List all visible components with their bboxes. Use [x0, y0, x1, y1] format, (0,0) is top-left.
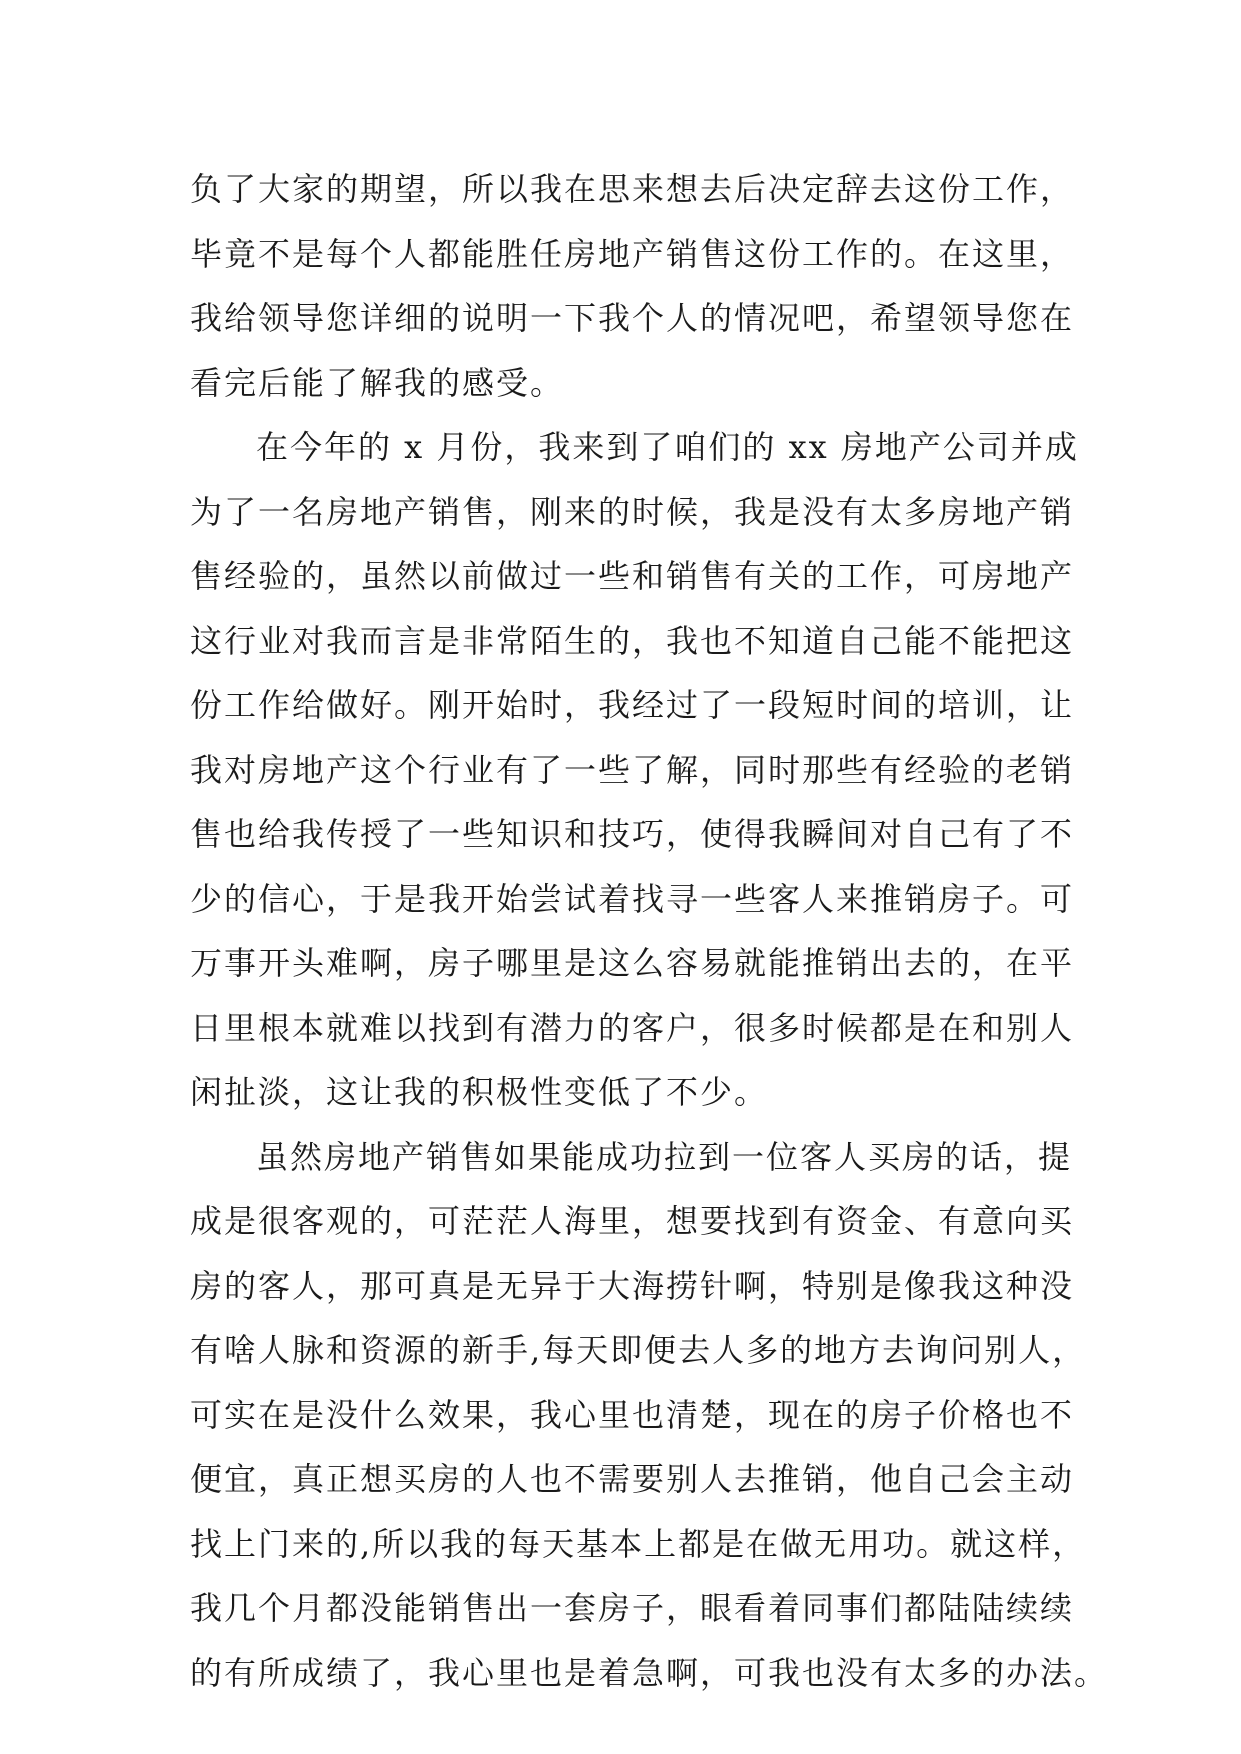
text-line: 我几个月都没能销售出一套房子，眼看着同事们都陆陆续续 [190, 1589, 1075, 1627]
text-line: 房的客人，那可真是无异于大海捞针啊，特别是像我这种没 [190, 1266, 1075, 1305]
text-line: 毕竟不是每个人都能胜任房地产销售这份工作的。在这里， [190, 234, 1075, 273]
text-line: 虽然房地产销售如果能成功拉到一位客人买房的话，提 [256, 1137, 1073, 1176]
text-line: 看完后能了解我的感受。 [190, 363, 565, 402]
text-line: 万事开头难啊，房子哪里是这么容易就能推销出去的，在平 [190, 944, 1075, 982]
text-line: 找上门来的,所以我的每天基本上都是在做无用功。就这样， [190, 1524, 1087, 1563]
text-line: 售也给我传授了一些知识和技巧，使得我瞬间对自己有了不 [190, 815, 1075, 853]
text-line: 成是很客观的，可茫茫人海里，想要找到有资金、有意向买 [190, 1202, 1075, 1240]
paragraph [190, 1125, 1109, 1706]
text-line: 我对房地产这个行业有了一些了解，同时那些有经验的老销 [190, 750, 1075, 789]
text-line: 我给领导您详细的说明一下我个人的情况吧，希望领导您在 [190, 299, 1075, 337]
text-line: 闲扯淡，这让我的积极性变低了不少。 [190, 1073, 769, 1111]
text-line: 为了一名房地产销售，刚来的时候，我是没有太多房地产销 [190, 492, 1075, 531]
text-line: 售经验的，虽然以前做过一些和销售有关的工作，可房地产 [190, 557, 1075, 595]
text-line: 这行业对我而言是非常陌生的，我也不知道自己能不能把这 [190, 621, 1075, 660]
text-line: 负了大家的期望，所以我在思来想去后决定辞去这份工作， [190, 170, 1075, 208]
text-line: 的有所成绩了，我心里也是着急啊，可我也没有太多的办法。 [190, 1653, 1109, 1692]
document-body [190, 157, 1109, 1705]
paragraph [190, 415, 1079, 1125]
text-line: 少的信心，于是我开始尝试着找寻一些客人来推销房子。可 [190, 879, 1075, 918]
text-line: 日里根本就难以找到有潜力的客户，很多时候都是在和别人 [190, 1008, 1075, 1047]
text-line: 在今年的 x 月份，我来到了咱们的 xx 房地产公司并成 [256, 428, 1079, 466]
text-line: 有啥人脉和资源的新手,每天即便去人多的地方去询问别人， [190, 1331, 1087, 1369]
text-line: 便宜，真正想买房的人也不需要别人去推销，他自己会主动 [190, 1460, 1075, 1498]
text-line: 可实在是没什么效果，我心里也清楚，现在的房子价格也不 [190, 1395, 1075, 1434]
paragraph [190, 157, 1075, 415]
text-line: 份工作给做好。刚开始时，我经过了一段短时间的培训，让 [190, 686, 1075, 724]
